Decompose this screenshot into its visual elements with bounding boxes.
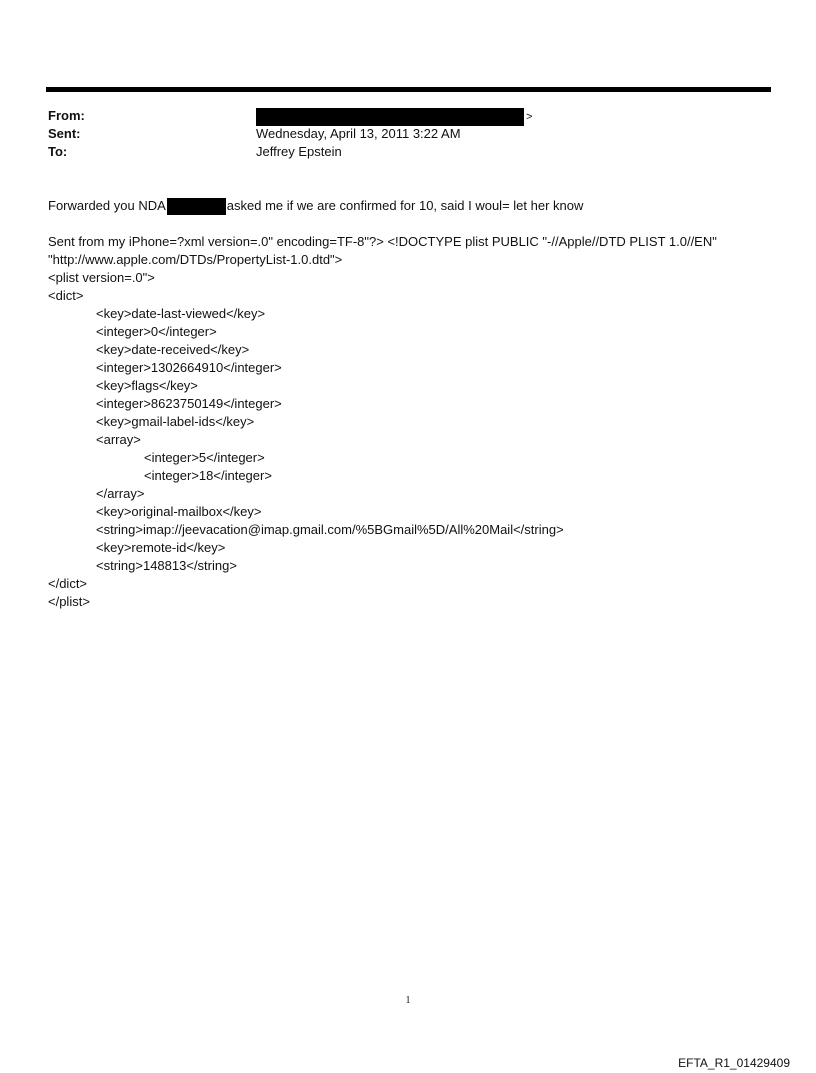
body-line: <integer>5</integer> xyxy=(144,450,265,465)
header-rule xyxy=(46,87,771,92)
body-line: </dict> xyxy=(48,576,88,591)
body-line: <key>original-mailbox</key> xyxy=(96,504,262,519)
to-label: To: xyxy=(48,144,68,159)
body-line: <dict> xyxy=(48,288,84,303)
body-line: <integer>0</integer> xyxy=(96,324,217,339)
document-id: EFTA_R1_01429409 xyxy=(678,1056,790,1070)
page-number: 1 xyxy=(405,995,411,1006)
body-line: <integer>8623750149</integer> xyxy=(96,396,282,411)
body-line: <key>gmail-label-ids</key> xyxy=(96,414,255,429)
body-line: <integer>18</integer> xyxy=(144,468,272,483)
body-line: </array> xyxy=(96,486,145,501)
from-tail: > xyxy=(526,110,533,123)
sent-value: Wednesday, April 13, 2011 3:22 AM xyxy=(256,126,461,141)
body-line: </plist> xyxy=(48,594,90,609)
forward-text-after: asked me if we are confirmed for 10, said I woul= let her know xyxy=(226,198,584,213)
plist-content xyxy=(48,233,788,611)
forward-line xyxy=(48,197,788,215)
email-body xyxy=(48,197,788,611)
to-value: Jeffrey Epstein xyxy=(256,144,342,159)
forward-text-before: Forwarded you NDA xyxy=(48,198,166,213)
body-line: "http://www.apple.com/DTDs/PropertyList-1.0.dtd"> xyxy=(48,252,343,267)
body-line: <key>remote-id</key> xyxy=(96,540,226,555)
body-line: <array> xyxy=(96,432,141,447)
sent-label: Sent: xyxy=(48,126,81,141)
redaction-block xyxy=(167,198,226,215)
body-line: <key>date-last-viewed</key> xyxy=(96,306,266,321)
from-label: From: xyxy=(48,108,85,123)
redaction-block xyxy=(256,108,524,126)
body-line: <key>flags</key> xyxy=(96,378,198,393)
from-value xyxy=(256,107,532,126)
body-line: <plist version=.0"> xyxy=(48,270,155,285)
body-line: Sent from my iPhone=?xml version=.0" encoding=TF-8"?> <!DOCTYPE plist PUBLIC "-//Apple//DTD PLIST 1.0//EN" xyxy=(48,234,717,249)
body-line: <key>date-received</key> xyxy=(96,342,250,357)
body-line: <string>148813</string> xyxy=(96,558,237,573)
body-line: <string>imap://jeevacation@imap.gmail.com/%5BGmail%5D/All%20Mail</string> xyxy=(96,522,564,537)
body-line: <integer>1302664910</integer> xyxy=(96,360,282,375)
